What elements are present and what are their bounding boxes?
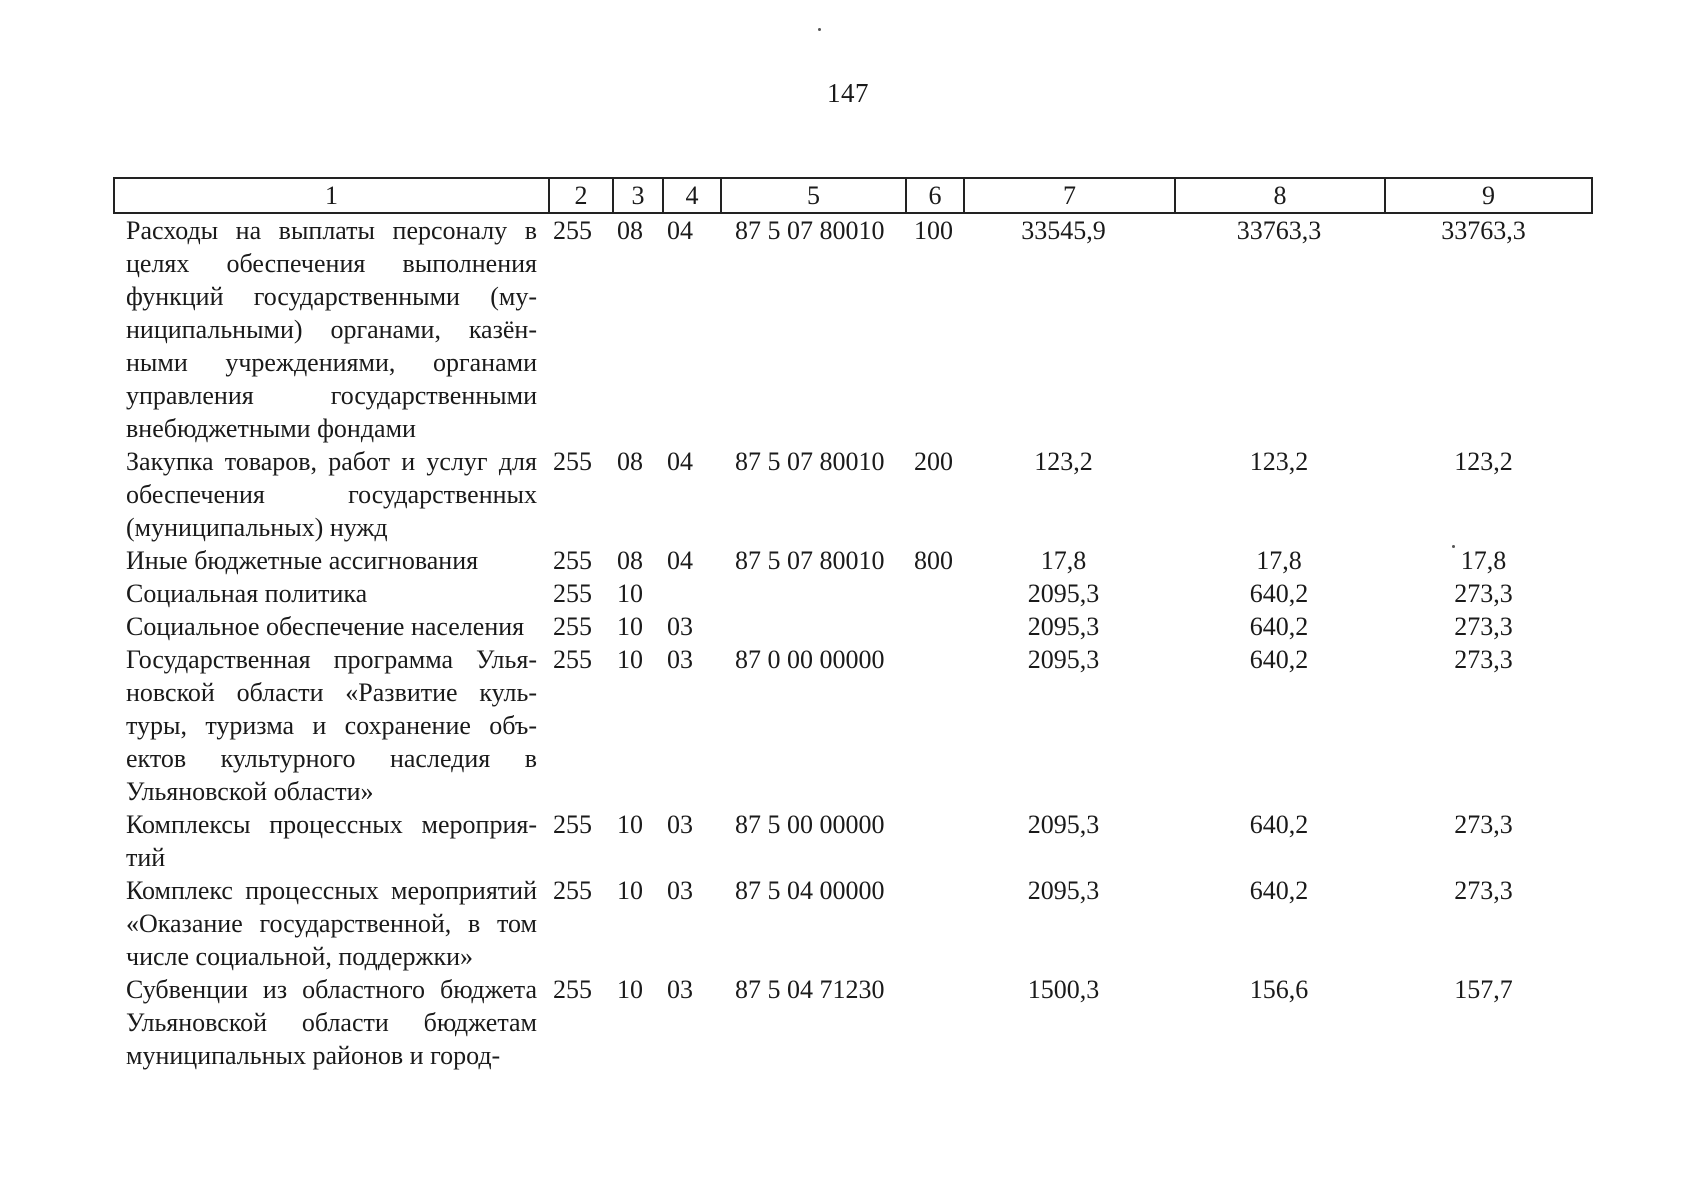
row-amount-col7: 33545,9 [1021,216,1106,245]
table-row [114,643,1592,808]
table-row [114,808,1592,874]
row-admin-code: 255 [553,612,592,641]
row-amount-col9: 123,2 [1454,447,1513,476]
row-expense-type [906,610,964,643]
row-amount-col7: 2095,3 [1027,579,1100,608]
row-name: Социальное обеспечение населения [126,612,525,641]
row-admin-code: 255 [553,447,592,476]
row-subsection: 04 [667,546,693,575]
row-target-article: 87 5 04 00000 [735,876,885,905]
row-amount-col7: 2095,3 [1027,876,1100,905]
row-amount-col7: 17,8 [1040,546,1087,575]
row-expense-type: 100 [914,216,953,245]
row-amount-col8: 123,2 [1249,447,1309,476]
row-target-article: 87 0 00 00000 [735,645,885,674]
table-row [114,874,1592,973]
row-amount-col8: 33763,3 [1236,216,1322,245]
row-amount-col8: 640,2 [1249,876,1309,905]
row-expense-type [906,808,964,874]
row-amount-col8: 640,2 [1249,810,1309,839]
row-subsection: 03 [667,810,693,839]
header-col-6: 6 [906,178,964,213]
row-amount-col7: 123,2 [1034,447,1093,476]
row-subsection: 04 [667,216,693,245]
row-target-article: 87 5 07 80010 [735,546,885,575]
row-expense-type [906,643,964,808]
row-section: 10 [617,810,643,839]
row-amount-col9: 157,7 [1454,975,1513,1004]
row-section: 10 [617,579,643,608]
row-admin-code: 255 [553,579,592,608]
table-row [114,544,1592,577]
table-row [114,610,1592,643]
row-name: Субвенции из областного бюджета Ульяновской области бюджетам муниципальных районов и город- [126,975,537,1070]
row-amount-col8: 156,6 [1249,975,1309,1004]
row-target-article: 87 5 07 80010 [735,447,885,476]
row-section: 08 [617,447,643,476]
row-target-article: 87 5 00 00000 [735,810,885,839]
row-amount-col9: 273,3 [1454,579,1513,608]
row-amount-col9: 273,3 [1454,876,1513,905]
row-section: 10 [617,612,643,641]
row-amount-col9: 273,3 [1454,645,1513,674]
row-amount-col8: 640,2 [1249,579,1309,608]
row-name: Иные бюджетные ассигнования [126,546,479,575]
row-amount-col7: 1500,3 [1027,975,1100,1004]
budget-table [113,177,1593,1072]
row-admin-code: 255 [553,975,592,1004]
row-amount-col8: 17,8 [1256,546,1302,575]
row-expense-type [906,874,964,973]
row-admin-code: 255 [553,216,592,245]
row-amount-col7: 2095,3 [1027,645,1100,674]
row-amount-col8: 640,2 [1249,612,1309,641]
row-subsection: 03 [667,645,693,674]
row-expense-type [906,577,964,610]
row-name: Комплекс процессных мероприятий «Оказание государственной, в том числе социальной, поддержки» [126,876,537,971]
row-amount-col9: 273,3 [1454,810,1513,839]
row-subsection: 03 [667,876,693,905]
row-admin-code: 255 [553,810,592,839]
header-col-7: 7 [964,178,1175,213]
row-target-article [721,577,906,610]
row-expense-type [906,973,964,1072]
table-row [114,445,1592,544]
header-col-3: 3 [613,178,663,213]
row-target-article: 87 5 04 71230 [735,975,885,1004]
header-col-8: 8 [1175,178,1385,213]
row-amount-col7: 2095,3 [1027,810,1100,839]
row-amount-col9: 33763,3 [1441,216,1526,245]
row-admin-code: 255 [553,645,592,674]
row-subsection: 03 [667,612,693,641]
header-col-5: 5 [721,178,906,213]
header-row [114,178,1592,213]
row-section: 10 [617,645,643,674]
page-number-text: 147 [827,78,869,108]
row-amount-col7: 2095,3 [1027,612,1100,641]
row-name: Закупка товаров, работ и услуг для обеспечения государственных (муниципальных) нужд [126,447,537,542]
row-name: Государственная программа Ульяновской области «Развитие культуры, туризма и сохранение объектов культурного наследия в Ульяновской области» [126,645,537,806]
table-row [114,213,1592,445]
table-body [114,213,1592,1072]
row-amount-col8: 640,2 [1249,645,1309,674]
header-col-4: 4 [663,178,721,213]
header-col-1: 1 [114,178,549,213]
row-name: Социальная политика [126,579,368,608]
row-admin-code: 255 [553,546,592,575]
row-name: Комплексы процессных мероприятий [126,810,537,872]
table-row [114,973,1592,1072]
table-row [114,577,1592,610]
row-admin-code: 255 [553,876,592,905]
budget-table-container [113,177,1591,1072]
header-col-9: 9 [1385,178,1592,213]
row-subsection [663,577,721,610]
scan-speck [818,28,821,31]
row-target-article [721,610,906,643]
row-section: 10 [617,975,643,1004]
row-target-article: 87 5 07 80010 [735,216,885,245]
row-amount-col9: 273,3 [1454,612,1513,641]
row-section: 08 [617,216,643,245]
row-expense-type: 800 [914,546,953,575]
row-amount-col9: 17,8 [1460,546,1507,575]
row-expense-type: 200 [914,447,953,476]
row-subsection: 04 [667,447,693,476]
row-section: 08 [617,546,643,575]
row-name: Расходы на выплаты персоналу в целях обеспечения выполнения функций государственными (муниципальными) органами, казёнными учреждениями, органами управления государственными внебюджетными фондами [126,216,537,443]
row-section: 10 [617,876,643,905]
table-header [114,178,1592,213]
row-subsection: 03 [667,975,693,1004]
header-col-2: 2 [549,178,613,213]
page-number [0,78,1696,109]
